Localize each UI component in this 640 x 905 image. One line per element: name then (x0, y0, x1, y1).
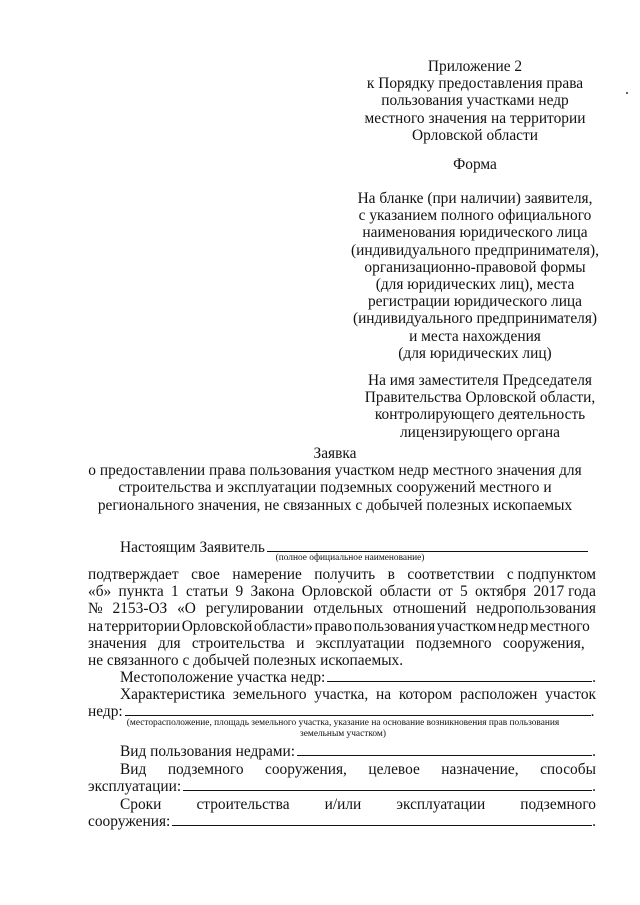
letterhead-line: с указанием полного официального (358, 207, 592, 225)
letterhead-note (330, 190, 620, 362)
title-line: строительства и эксплуатации подземных сооружений местного и (118, 479, 552, 497)
scan-speck (626, 92, 628, 94)
form-label: Форма (453, 156, 497, 173)
use-type-label: Вид пользования недрами: (120, 743, 296, 760)
main-paragraph (88, 566, 596, 669)
letterhead-line: наименования юридического лица (362, 224, 588, 242)
appendix-line: местного значения на территории (364, 109, 586, 127)
land-plot-field[interactable] (125, 703, 591, 716)
title-line: о предоставлении права пользования участком недр местного значения для (88, 462, 582, 480)
letterhead-line: (индивидуального предпринимателя) (352, 310, 598, 328)
addressee (345, 372, 615, 441)
structure-label: сооружения: (88, 813, 171, 830)
paragraph-line-last: не связанного с добычей полезных ископаемых. (88, 652, 404, 670)
addressee-line: лицензирующего органа (400, 423, 560, 441)
application-title (75, 445, 595, 514)
appendix-line: к Порядку предоставления права (366, 75, 584, 93)
structure-type-field[interactable] (183, 778, 592, 791)
operation-row: эксплуатации: . (88, 778, 596, 795)
title-heading: Заявка (313, 445, 357, 462)
operation-label: эксплуатации: (88, 778, 182, 795)
location-row: Местоположение участка недр: . (120, 669, 596, 686)
use-type-field[interactable] (297, 743, 592, 756)
land-plot-hint: (месторасположение, площадь земельного участка, указание на основание возникновения прав пользования земельным участком) (126, 718, 560, 739)
terms-field[interactable] (172, 813, 592, 826)
paragraph-line: № 2153-ОЗ «О регулировании отдельных отношений недропользования (88, 600, 596, 618)
letterhead-line: (для юридических лиц) (398, 344, 552, 362)
appendix-line: пользования участками недр (381, 92, 569, 110)
appendix-number: Приложение 2 (427, 58, 523, 75)
location-label: Местоположение участка недр: (120, 669, 326, 686)
paragraph-line: на территории Орловской области» право пользования участком недр местного (88, 617, 590, 635)
addressee-line: Правительства Орловской области, (364, 389, 596, 407)
location-field[interactable] (327, 669, 592, 682)
letterhead-line: (индивидуального предпринимателя), (351, 241, 599, 259)
applicant-name-field[interactable] (267, 539, 588, 552)
letterhead-line: организационно-правовой формы (364, 258, 586, 276)
title-line: регионального значения, не связанных с добычей полезных ископаемых (97, 496, 573, 514)
appendix-line: Орловской области (412, 126, 538, 144)
letterhead-line: (для юридических лиц), места (375, 276, 575, 294)
letterhead-line: На бланке (при наличии) заявителя, (357, 190, 593, 207)
structure-type-row: Вид подземного сооружения, целевое назначение, способы (120, 761, 596, 778)
subsoil-row: недр: . (88, 703, 595, 720)
use-type-row: Вид пользования недрами: . (120, 743, 596, 760)
land-plot-row: Характеристика земельного участка, на котором расположен участок (120, 686, 596, 703)
paragraph-line: значения для строительства и эксплуатации подземного сооружения, (88, 634, 585, 652)
subsoil-label: недр: (88, 703, 123, 720)
terms-row: Сроки строительства и/или эксплуатации подземного (120, 796, 596, 813)
structure-row: сооружения: . (88, 813, 596, 830)
letterhead-line: регистрации юридического лица (367, 293, 583, 311)
addressee-line: На имя заместителя Председателя (367, 372, 592, 389)
paragraph-line: подтверждает свое намерение получить в соответствии с подпунктом (88, 566, 596, 583)
applicant-label: Настоящим Заявитель (120, 539, 265, 556)
applicant-hint: (полное официальное наименование) (275, 553, 425, 563)
paragraph-line: «б» пункта 1 статьи 9 Закона Орловской области от 5 октября 2017 года (88, 583, 596, 601)
letterhead-line: и места нахождения (409, 327, 541, 345)
appendix-header (340, 58, 610, 144)
addressee-line: контролирующего деятельность (374, 406, 586, 424)
